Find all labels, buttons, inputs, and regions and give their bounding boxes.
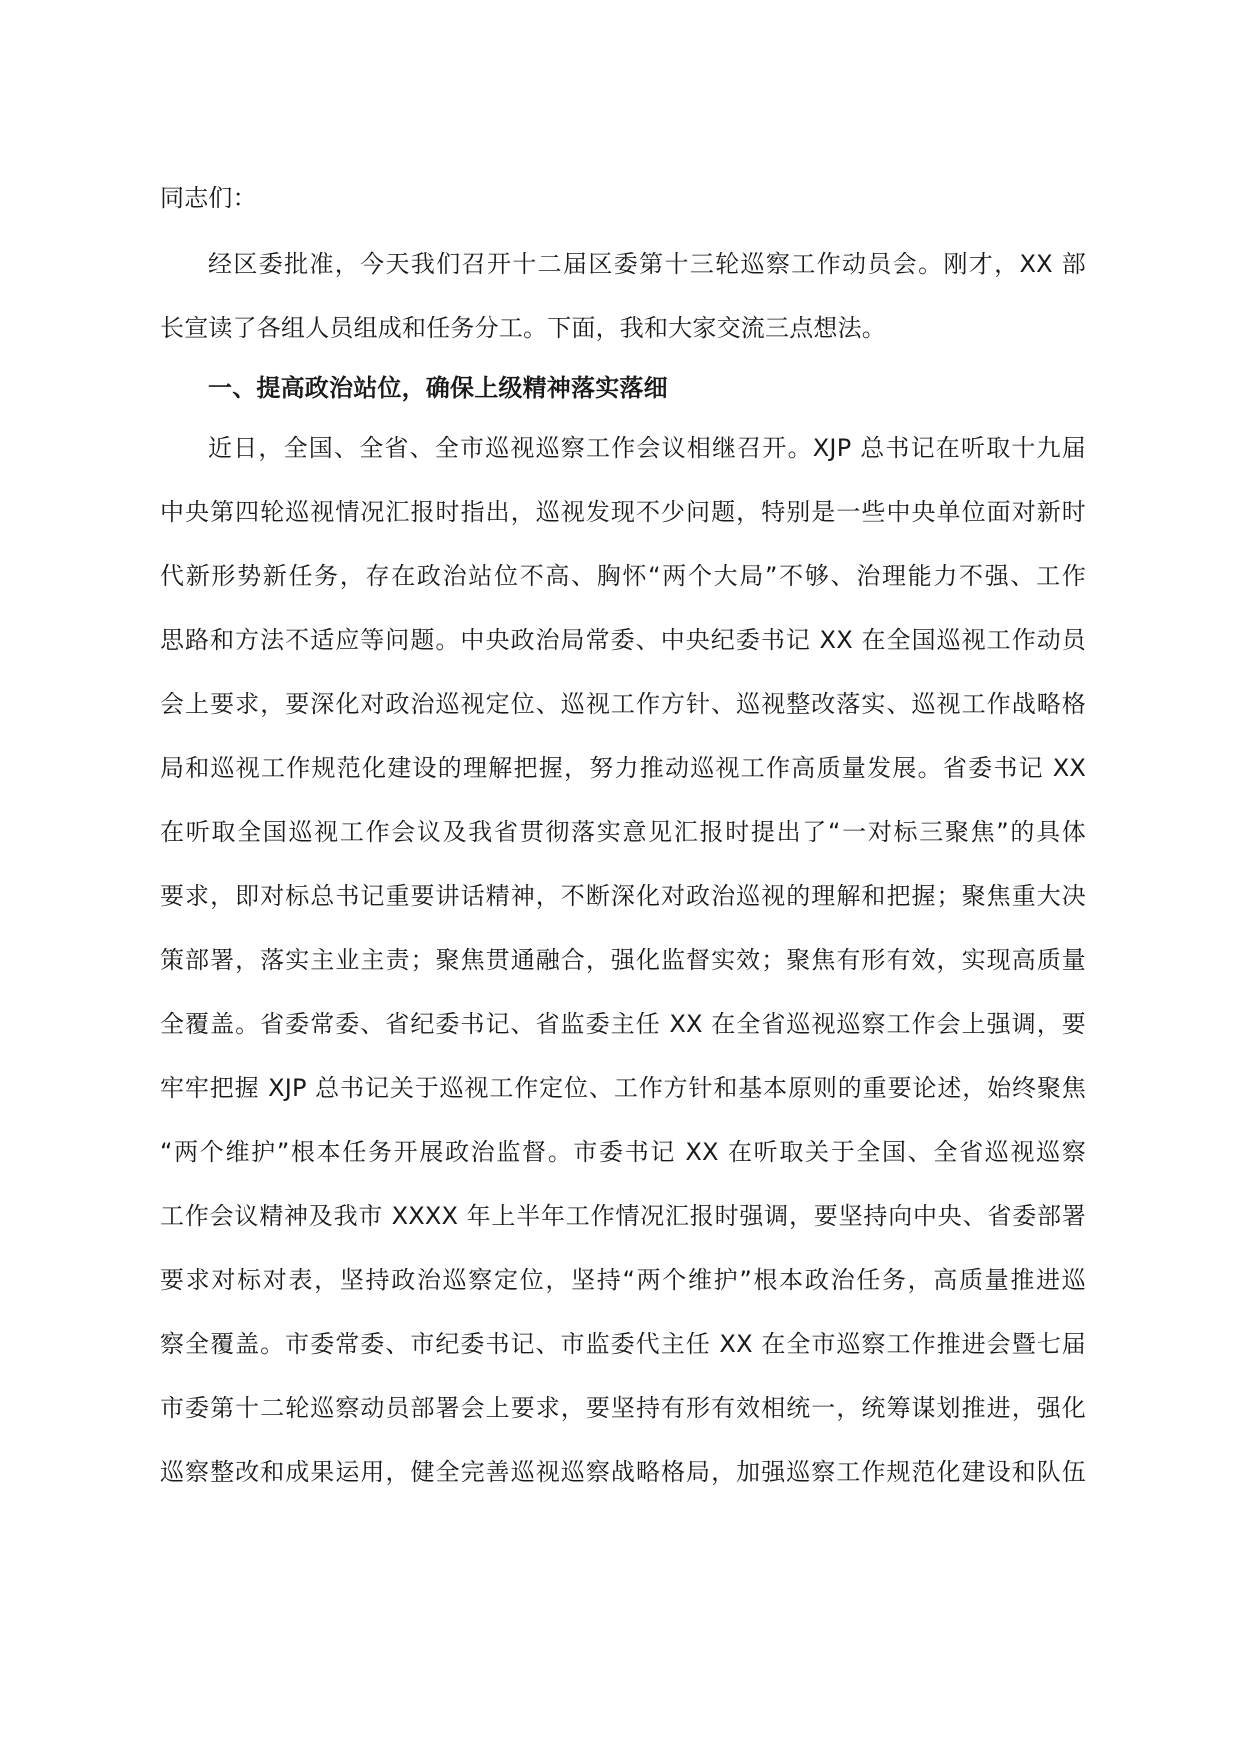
body-line: 在听取全国巡视工作会议及我省贯彻落实意见汇报时提出了“一对标三聚焦”的具体 (160, 818, 1086, 846)
body-line: 市委第十二轮巡察动员部署会上要求，要坚持有形有效相统一，统筹谋划推进，强化 (160, 1394, 1086, 1422)
body-line: 代新形势新任务，存在政治站位不高、胸怀“两个大局”不够、治理能力不强、工作 (160, 562, 1086, 590)
intro-line: 经区委批准，今天我们召开十二届区委第十三轮巡察工作动员会。刚才，XX 部 (208, 250, 1086, 278)
body-line: 会上要求，要深化对政治巡视定位、巡视工作方针、巡视整改落实、巡视工作战略格 (160, 690, 1086, 718)
body-line: 要求，即对标总书记重要讲话精神，不断深化对政治巡视的理解和把握；聚焦重大决 (160, 882, 1086, 910)
body-line: 察全覆盖。市委常委、市纪委书记、市监委代主任 XX 在全市巡察工作推进会暨七届 (160, 1330, 1086, 1358)
body-line: 思路和方法不适应等问题。中央政治局常委、中央纪委书记 XX 在全国巡视工作动员 (160, 626, 1086, 654)
body-line: 近日，全国、全省、全市巡视巡察工作会议相继召开。XJP 总书记在听取十九届 (208, 434, 1086, 462)
greeting: 同志们： (160, 184, 257, 212)
body-line: “两个维护”根本任务开展政治监督。市委书记 XX 在听取关于全国、全省巡视巡察 (160, 1138, 1086, 1166)
body-line: 巡察整改和成果运用，健全完善巡视巡察战略格局，加强巡察工作规范化建设和队伍 (160, 1458, 1086, 1486)
body-line: 工作会议精神及我市 XXXX 年上半年工作情况汇报时强调，要坚持向中央、省委部署 (160, 1202, 1086, 1230)
body-line: 全覆盖。省委常委、省纪委书记、省监委主任 XX 在全省巡视巡察工作会上强调，要 (160, 1010, 1086, 1038)
body-line: 策部署，落实主业主责；聚焦贯通融合，强化监督实效；聚焦有形有效，实现高质量 (160, 946, 1086, 974)
section-heading: 一、提高政治站位，确保上级精神落实落细 (208, 374, 668, 402)
body-line: 中央第四轮巡视情况汇报时指出，巡视发现不少问题，特别是一些中央单位面对新时 (160, 498, 1086, 526)
intro-line: 长宣读了各组人员组成和任务分工。下面，我和大家交流三点想法。 (160, 314, 886, 342)
body-line: 牢牢把握 XJP 总书记关于巡视工作定位、工作方针和基本原则的重要论述，始终聚焦 (160, 1074, 1086, 1102)
body-line: 要求对标对表，坚持政治巡察定位，坚持“两个维护”根本政治任务，高质量推进巡 (160, 1266, 1086, 1294)
body-line: 局和巡视工作规范化建设的理解把握，努力推动巡视工作高质量发展。省委书记 XX (160, 754, 1086, 782)
document-body (160, 166, 1086, 1504)
